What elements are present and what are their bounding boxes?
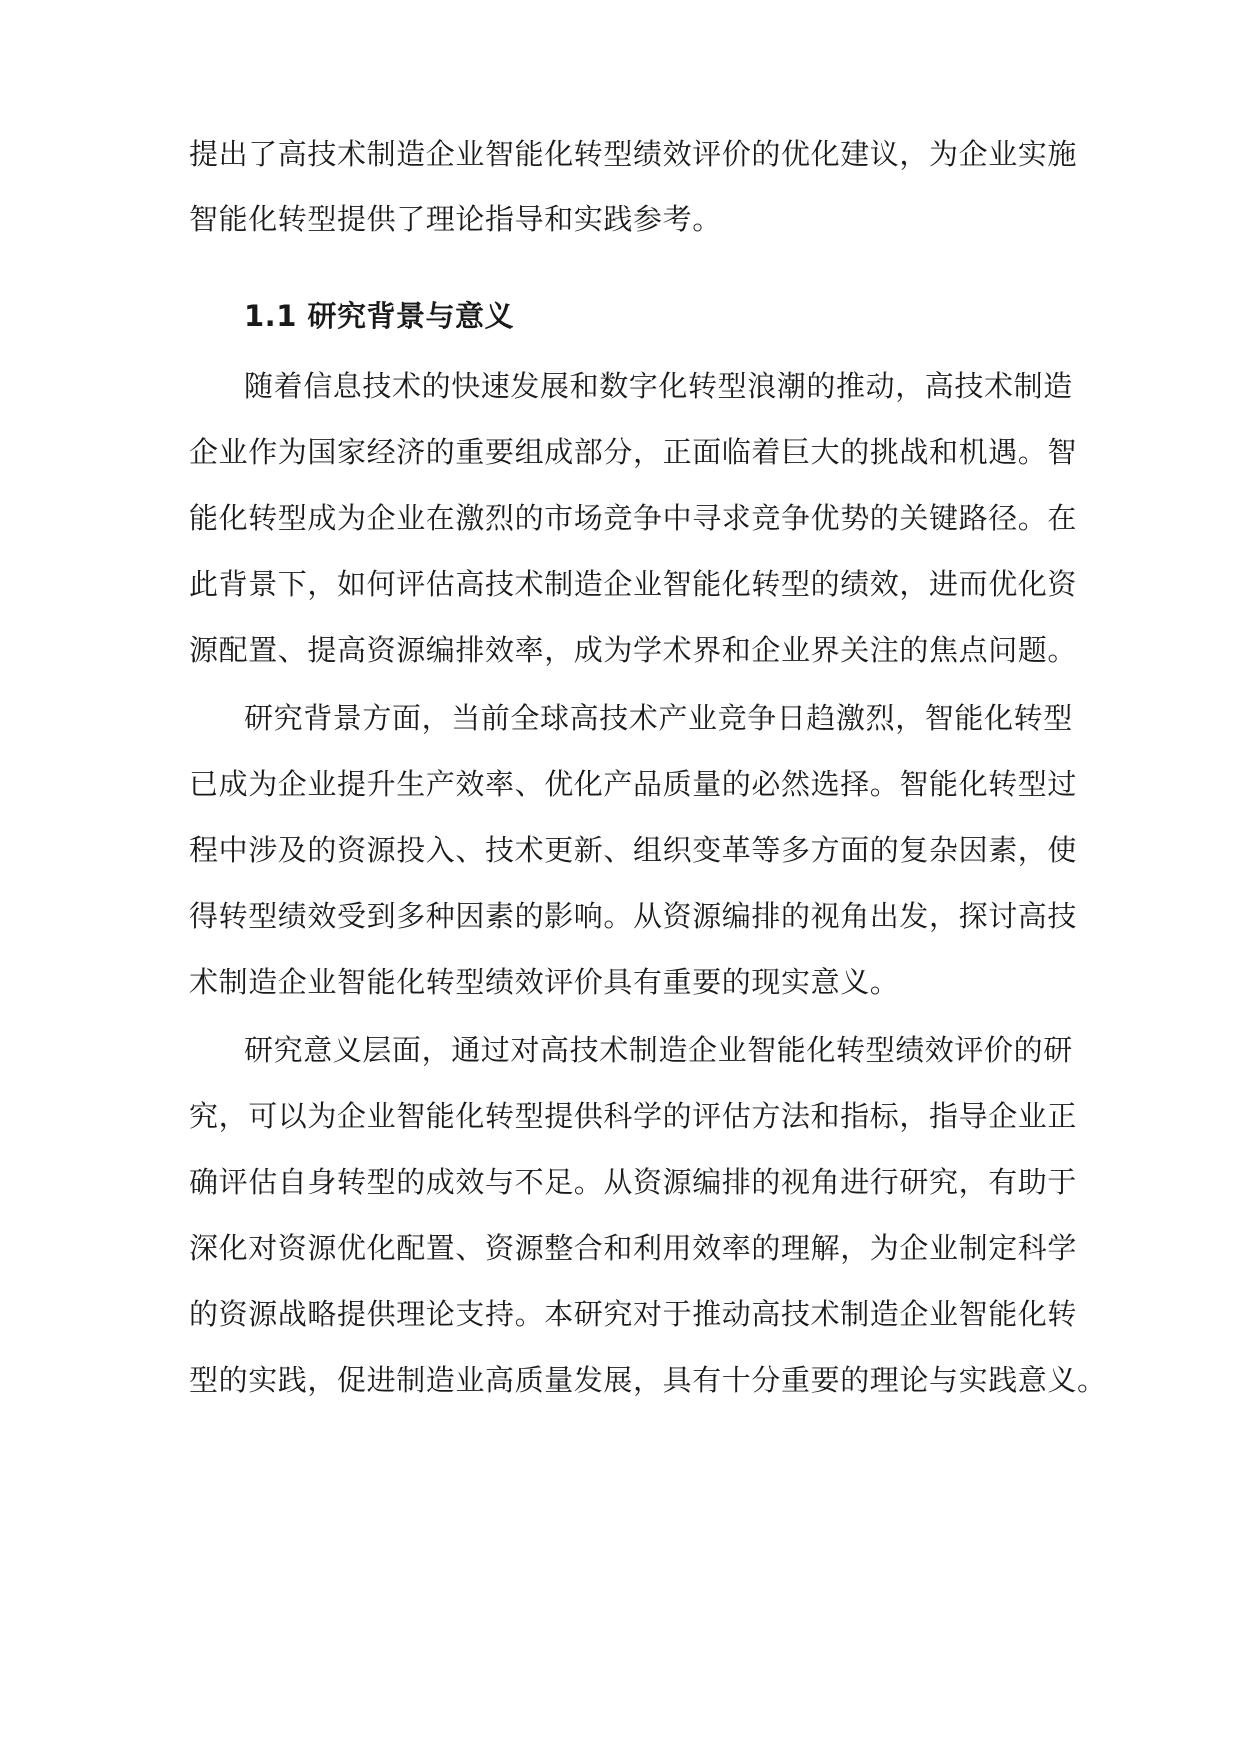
paragraph-2-line-5: 术制造企业智能化转型绩效评价具有重要的现实意义。 bbox=[189, 965, 900, 999]
paragraph-3-line-1: 研究意义层面，通过对高技术制造企业智能化转型绩效评价的研 bbox=[244, 1033, 1073, 1067]
paragraph-1-line-2: 企业作为国家经济的重要组成部分，正面临着巨大的挑战和机遇。智 bbox=[189, 435, 1078, 469]
paragraph-1-line-4: 此背景下，如何评估高技术制造企业智能化转型的绩效，进而优化资 bbox=[189, 567, 1078, 601]
paragraph-2-line-2: 已成为企业提升生产效率、优化产品质量的必然选择。智能化转型过 bbox=[189, 767, 1078, 801]
paragraph-1-line-5: 源配置、提高资源编排效率，成为学术界和企业界关注的焦点问题。 bbox=[189, 633, 1078, 667]
paragraph-3-line-5: 的资源战略提供理论支持。本研究对于推动高技术制造企业智能化转 bbox=[189, 1297, 1078, 1331]
paragraph-3-line-4: 深化对资源优化配置、资源整合和利用效率的理解，为企业制定科学 bbox=[189, 1231, 1078, 1265]
section-heading: 1.1 研究背景与意义 bbox=[244, 299, 514, 333]
paragraph-3-line-3: 确评估自身转型的成效与不足。从资源编排的视角进行研究，有助于 bbox=[189, 1165, 1078, 1199]
paragraph-2-line-3: 程中涉及的资源投入、技术更新、组织变革等多方面的复杂因素，使 bbox=[189, 833, 1078, 867]
paragraph-2-line-1: 研究背景方面，当前全球高技术产业竞争日趋激烈，智能化转型 bbox=[244, 701, 1073, 735]
paragraph-3-line-6: 型的实践，促进制造业高质量发展，具有十分重要的理论与实践意义。 bbox=[189, 1363, 1107, 1397]
paragraph-2-line-4: 得转型绩效受到多种因素的影响。从资源编排的视角出发，探讨高技 bbox=[189, 899, 1078, 933]
paragraph-1-line-1: 随着信息技术的快速发展和数字化转型浪潮的推动，高技术制造 bbox=[244, 369, 1073, 403]
paragraph-3-line-2: 究，可以为企业智能化转型提供科学的评估方法和指标，指导企业正 bbox=[189, 1099, 1078, 1133]
intro-line-1: 提出了高技术制造企业智能化转型绩效评价的优化建议，为企业实施 bbox=[189, 137, 1078, 171]
intro-line-2: 智能化转型提供了理论指导和实践参考。 bbox=[189, 202, 722, 236]
paragraph-1-line-3: 能化转型成为企业在激烈的市场竞争中寻求竞争优势的关键路径。在 bbox=[189, 501, 1078, 535]
